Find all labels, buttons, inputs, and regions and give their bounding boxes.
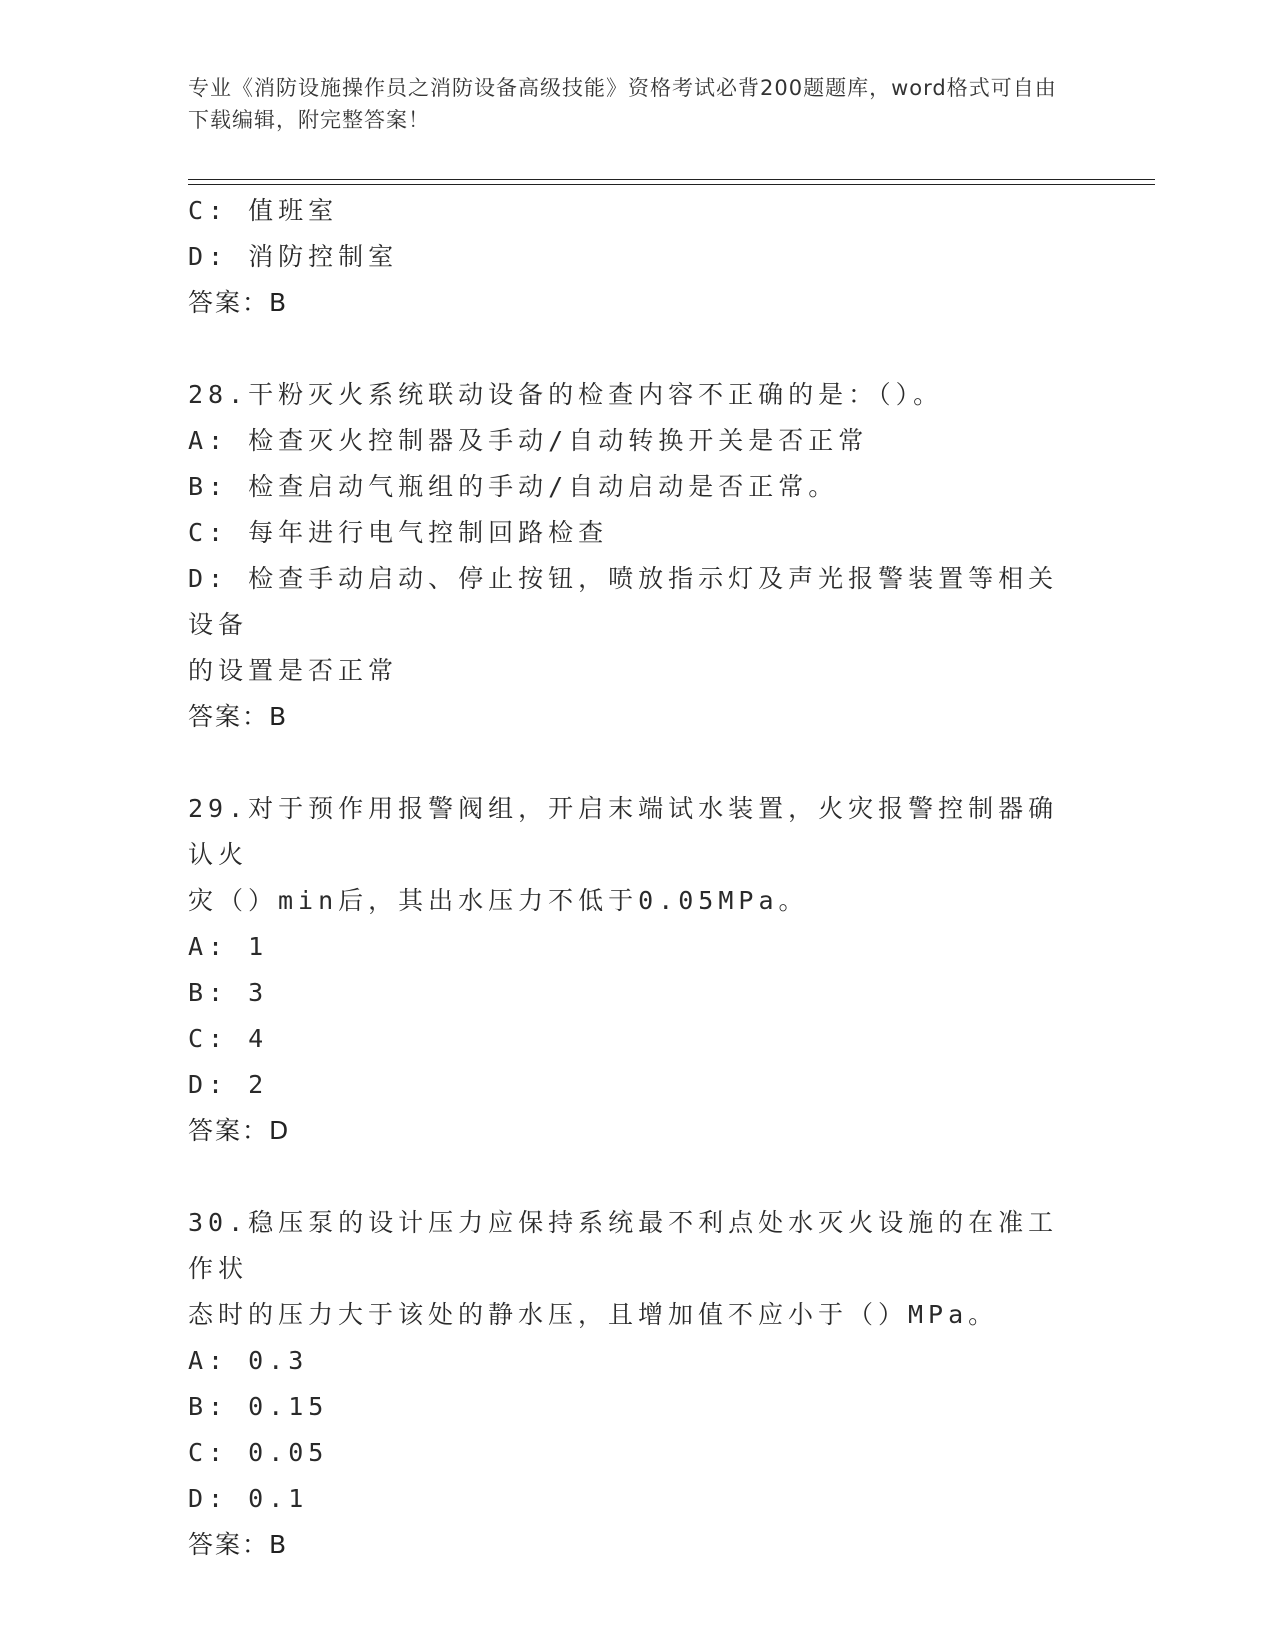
question-29 bbox=[188, 786, 1088, 1154]
option-d: D: 消防控制室 bbox=[188, 242, 399, 271]
option-a: A: 0.3 bbox=[188, 1346, 309, 1375]
question-stem-line-2: 灾（）min后，其出水压力不低于0.05MPa。 bbox=[188, 886, 809, 915]
option-b: B: 0.15 bbox=[188, 1392, 329, 1421]
answer: 答案：D bbox=[188, 1116, 291, 1145]
option-c: C: 值班室 bbox=[188, 196, 339, 225]
option-c: C: 4 bbox=[188, 1024, 269, 1053]
option-d: D: 检查手动启动、停止按钮，喷放指示灯及声光报警装置等相关设备 bbox=[188, 564, 1059, 639]
question-stem: 28.干粉灭火系统联动设备的检查内容不正确的是：（）。 bbox=[188, 380, 944, 409]
question-28 bbox=[188, 372, 1088, 740]
header-rule-bottom bbox=[188, 184, 1155, 185]
answer: 答案：B bbox=[188, 288, 289, 317]
option-d: D: 2 bbox=[188, 1070, 269, 1099]
option-d-continuation: 的设置是否正常 bbox=[188, 656, 399, 685]
question-30 bbox=[188, 1200, 1088, 1568]
answer: 答案：B bbox=[188, 702, 289, 731]
option-c: C: 0.05 bbox=[188, 1438, 329, 1467]
option-b: B: 3 bbox=[188, 978, 269, 1007]
document-body bbox=[188, 188, 1088, 1568]
header-rule-top bbox=[188, 179, 1155, 180]
option-a: A: 1 bbox=[188, 932, 269, 961]
question-stem-line-1: 30.稳压泵的设计压力应保持系统最不利点处水灭火设施的在准工作状 bbox=[188, 1208, 1059, 1283]
option-a: A: 检查灭火控制器及手动/自动转换开关是否正常 bbox=[188, 426, 869, 455]
option-c: C: 每年进行电气控制回路检查 bbox=[188, 518, 609, 547]
answer: 答案：B bbox=[188, 1530, 289, 1559]
question-stem-line-2: 态时的压力大于该处的静水压，且增加值不应小于（）MPa。 bbox=[188, 1300, 999, 1329]
option-b: B: 检查启动气瓶组的手动/自动启动是否正常。 bbox=[188, 472, 839, 501]
question-stem-line-1: 29.对于预作用报警阀组，开启末端试水装置，火灾报警控制器确认火 bbox=[188, 794, 1059, 869]
question-27-tail bbox=[188, 188, 1088, 326]
document-header: 专业《消防设施操作员之消防设备高级技能》资格考试必背200题题库，word格式可自由下载编辑，附完整答案！ bbox=[188, 76, 1057, 132]
option-d: D: 0.1 bbox=[188, 1484, 309, 1513]
